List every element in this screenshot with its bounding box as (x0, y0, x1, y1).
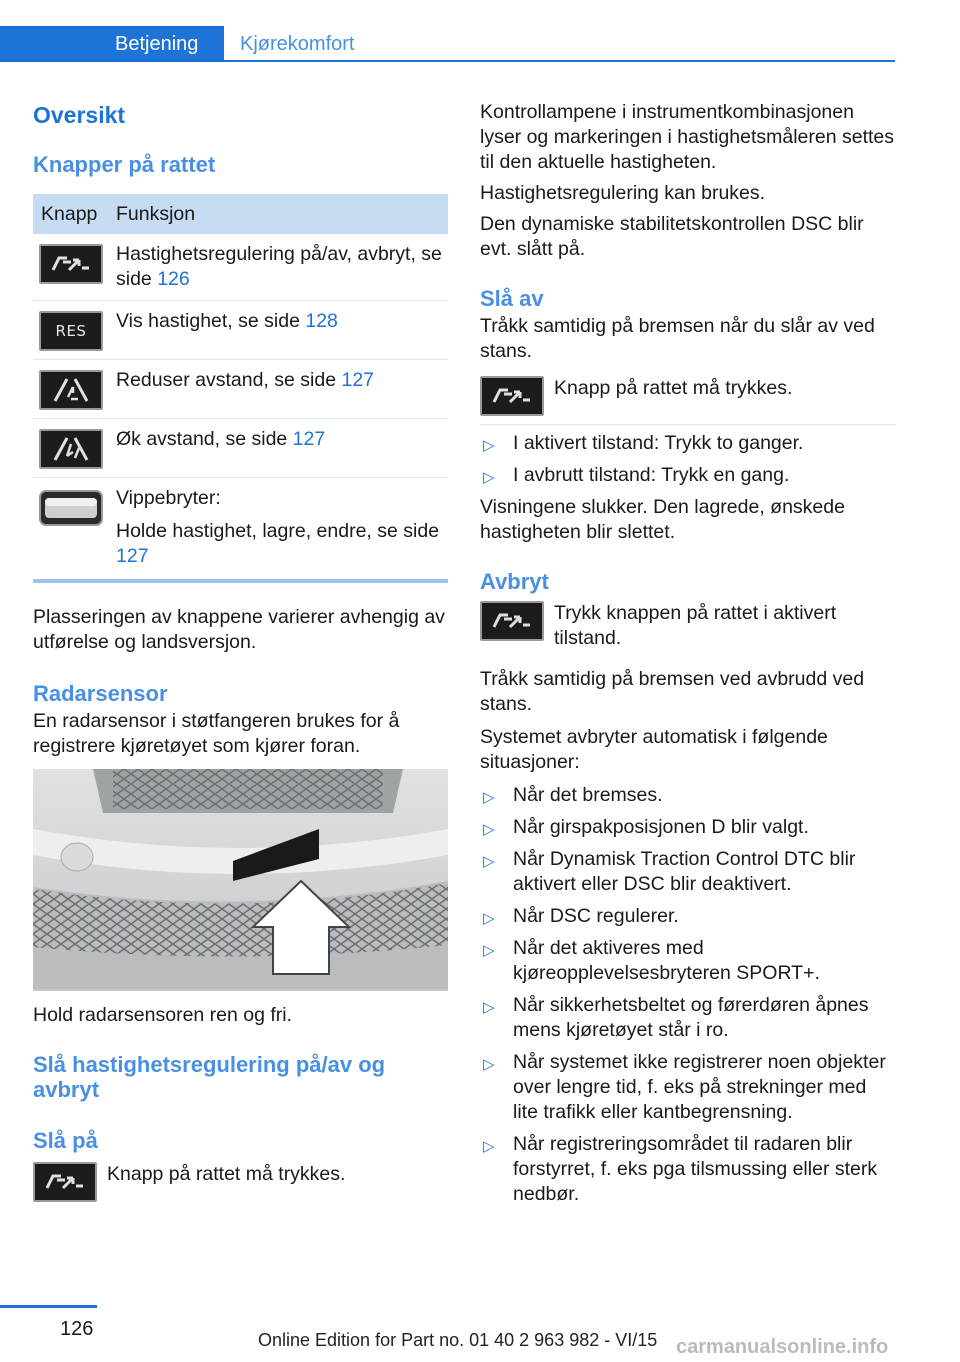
cruise-control-icon (480, 601, 544, 641)
footer-rule (0, 1305, 97, 1308)
page-link[interactable]: 127 (292, 428, 326, 450)
tab-kjorekomfort[interactable]: Kjørekomfort (240, 33, 355, 55)
bullet-triangle-icon: ▷ (483, 853, 495, 870)
cancel-instruction (480, 601, 896, 651)
list-item: ▷ Når girspakposisjonen D blir valgt. (480, 815, 896, 840)
list-item: ▷ I aktivert tilstand: Trykk to ganger. (480, 431, 896, 456)
col-header-function: Funksjon (116, 202, 196, 225)
bullet-triangle-icon: ▷ (483, 1138, 495, 1155)
table-row (33, 234, 448, 301)
row-text: Hastighetsregulering på/av, avbryt, se side (116, 243, 442, 290)
cancel-paragraph-1: Tråkk samtidig på bremsen ved avbrudd ved stans. (480, 668, 865, 715)
radar-text: En radarsensor i støtfangeren brukes for å registrere kjøretøyet som kjører foran. (33, 710, 400, 757)
section-subtitle: Knapper på rattet (33, 152, 216, 177)
off-after-text: Visningene slukker. Den lagrede, ønskede hastigheten blir slettet. (480, 496, 845, 543)
rocker-switch-icon (39, 488, 103, 528)
radar-clean-text: Hold radarsensoren ren og fri. (33, 1004, 293, 1026)
section-title: Oversikt (33, 102, 126, 128)
paragraph-2: Hastighetsregulering kan brukes. (480, 182, 766, 204)
cancel-icon-text: Trykk knappen på rattet i aktivert tilstand. (554, 602, 837, 649)
bullet-triangle-icon: ▷ (483, 1056, 495, 1073)
paragraph-1: Kontrollampene i instrumentkombinasjonen lyser og markeringen i hastighetsmåleren settes til den aktuelle hastigheten. (480, 101, 895, 173)
cruise-control-icon (480, 376, 544, 416)
bullet-triangle-icon: ▷ (483, 942, 495, 959)
off-heading: Slå av (480, 286, 544, 311)
bullet-triangle-icon: ▷ (483, 910, 495, 927)
table-row (33, 478, 448, 579)
watermark: carmanualsonline.info (676, 1336, 889, 1358)
tab-betjening[interactable]: Betjening (0, 26, 224, 62)
cruise-control-icon (33, 1162, 97, 1202)
paragraph-3: Den dynamiske stabilitetskontrollen DSC blir evt. slått på. (480, 213, 864, 260)
cancel-heading: Avbryt (480, 569, 549, 594)
list-item: ▷ Når registreringsområdet til radaren blir forstyrret, f. eks pga tilsmussing eller sterk nedbør. (483, 1133, 878, 1205)
bullet-triangle-icon: ▷ (483, 821, 495, 838)
row-text: Øk avstand, se side (116, 428, 293, 450)
list-item: ▷ I avbrutt tilstand: Trykk en gang. (480, 463, 896, 488)
page-number: 126 (60, 1318, 94, 1340)
row-text: Reduser avstand, se side (116, 369, 342, 391)
on-instruction (33, 1162, 448, 1202)
bullet-triangle-icon: ▷ (483, 789, 495, 806)
edition-text: Online Edition for Part no. 01 40 2 963 982 - VI/15 (258, 1330, 658, 1350)
placement-text: Plasseringen av knappene varierer avhengig av utførelse og landsversjon. (33, 606, 445, 653)
list-item: ▷ Når sikkerhetsbeltet og førerdøren åpnes mens kjøretøyet står i ro. (483, 994, 869, 1041)
on-heading: Slå på (33, 1128, 98, 1153)
table-header (33, 194, 448, 234)
list-item: ▷ Når systemet ikke registrerer noen objekter over lengre tid, f. eks på strekninger med lite trafikk eller kantbegrensning. (483, 1051, 886, 1123)
page-link[interactable]: 127 (341, 369, 375, 391)
list-item: ▷ Når Dynamisk Traction Control DTC blir aktivert eller DSC blir deaktivert. (483, 848, 856, 895)
left-column (33, 100, 448, 1202)
table-row (33, 301, 448, 360)
bullet-triangle-icon: ▷ (483, 469, 495, 486)
row-title: Vippebryter: (116, 487, 221, 509)
bullet-triangle-icon: ▷ (483, 999, 495, 1016)
page-link[interactable]: 126 (157, 268, 190, 290)
radar-sensor-image (33, 769, 448, 991)
off-instruction (480, 376, 896, 416)
cancel-paragraph-2: Systemet avbryter automatisk i følgende situasjoner: (480, 726, 828, 773)
table-row (33, 419, 448, 478)
radar-heading: Radarsensor (33, 681, 168, 706)
reduce-distance-icon (39, 370, 103, 410)
table-row (33, 360, 448, 419)
bullet-triangle-icon: ▷ (483, 437, 495, 454)
list-item: ▷ Når det aktiveres med kjøreopplevelsesbryteren SPORT+. (483, 937, 820, 984)
on-text: Knapp på rattet må trykkes. (107, 1163, 346, 1185)
buttons-table (33, 194, 448, 583)
switch-heading: Slå hastighetsregulering på/av og avbryt (33, 1052, 386, 1102)
page-link[interactable]: 128 (305, 310, 338, 332)
increase-distance-icon (39, 429, 103, 469)
off-icon-text: Knapp på rattet må trykkes. (554, 377, 793, 399)
page-link[interactable]: 127 (116, 545, 149, 567)
list-item: ▷ Når DSC regulerer. (480, 904, 896, 929)
cruise-control-icon (39, 244, 103, 284)
right-column (480, 100, 896, 1214)
chapter-tabs (0, 26, 895, 62)
row-text: Vis hastighet, se side (116, 310, 306, 332)
res-icon: RES (39, 311, 103, 351)
off-list (480, 431, 896, 488)
list-item: ▷ Når det bremses. (480, 783, 896, 808)
off-text: Tråkk samtidig på bremsen når du slår av ved stans. (480, 315, 875, 362)
cancel-list (480, 783, 896, 1207)
row-text: Holde hastighet, lagre, endre, se side (116, 520, 440, 542)
col-header-button: Knapp (41, 202, 98, 225)
